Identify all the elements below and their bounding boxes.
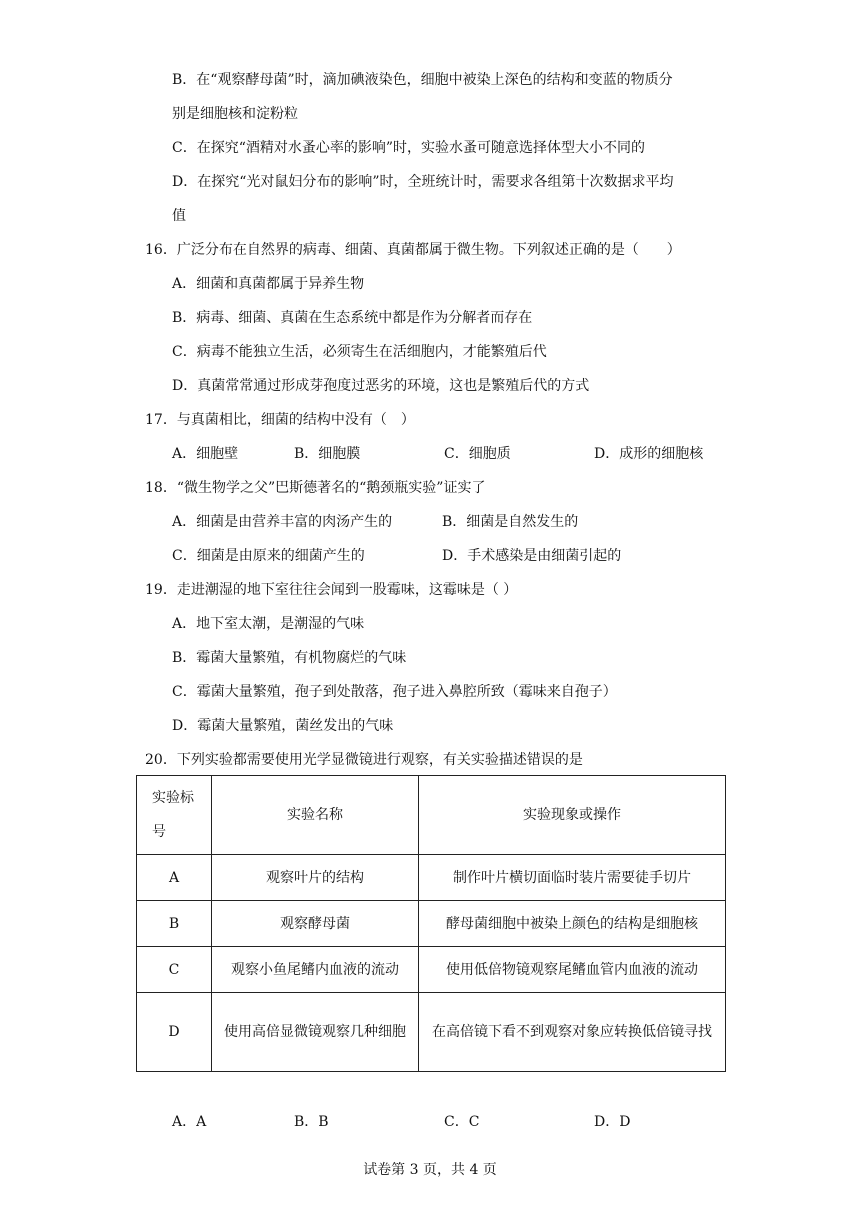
q19-option-d: D．霉菌大量繁殖，菌丝发出的气味 [172,718,394,734]
q17-stem: 17．与真菌相比，细菌的结构中没有（ ） [145,412,415,428]
q15-option-c: C．在探究“酒精对水蚤心率的影响”时，实验水蚤可随意选择体型大小不同的 [172,140,646,156]
q17-option-d: D．成形的细胞核 [594,446,704,462]
q19-option-a: A．地下室太潮，是潮湿的气味 [172,616,365,632]
q16-stem: 16．广泛分布在自然界的病毒、细菌、真菌都属于微生物。下列叙述正确的是（ ） [145,242,681,258]
cell-name: 使用高倍显微镜观察几种细胞 [212,993,419,1072]
q16-option-c: C．病毒不能独立生活，必须寄生在活细胞内，才能繁殖后代 [172,344,547,360]
q15-option-d-line1: D．在探究“光对鼠妇分布的影响”时，全班统计时，需要求各组第十次数据求平均 [172,174,674,190]
q19-option-c: C．霉菌大量繁殖，孢子到处散落，孢子进入鼻腔所致（霉味来自孢子） [172,684,617,700]
table-row [137,947,726,993]
cell-id: B [137,901,212,947]
q19-option-b: B．霉菌大量繁殖，有机物腐烂的气味 [172,650,407,666]
q18-stem: 18．“微生物学之父”巴斯德著名的“鹅颈瓶实验”证实了 [145,480,486,496]
cell-name: 观察酵母菌 [212,901,419,947]
q17-option-a: A．细胞壁 [172,446,239,462]
q20-option-c: C．C [444,1114,480,1130]
q18-option-a: A．细菌是由营养丰富的肉汤产生的 [172,514,393,530]
cell-id: A [137,855,212,901]
cell-id: C [137,947,212,993]
table-row [137,855,726,901]
table-row [137,901,726,947]
q17-option-c: C．细胞质 [444,446,511,462]
q20-option-d: D．D [594,1114,631,1130]
q18-option-b: B．细菌是自然发生的 [442,514,579,530]
q20-option-a: A．A [172,1114,207,1130]
cell-name: 观察小鱼尾鳍内血液的流动 [212,947,419,993]
q16-option-b: B．病毒、细菌、真菌在生态系统中都是作为分解者而存在 [172,310,533,326]
q15-option-d-line2: 值 [172,208,186,224]
cell-phenomenon: 制作叶片横切面临时装片需要徒手切片 [419,855,726,901]
q19-stem: 19．走进潮湿的地下室往往会闻到一股霉味，这霉味是（ ） [145,582,518,598]
header-experiment-name: 实验名称 [212,776,419,855]
q18-option-c: C．细菌是由原来的细菌产生的 [172,548,365,564]
q20-option-b: B．B [294,1114,329,1130]
q17-option-b: B．细胞膜 [294,446,361,462]
q15-option-b-line2: 别是细胞核和淀粉粒 [172,106,298,122]
q18-option-d: D．手术感染是由细菌引起的 [442,548,622,564]
q20-experiment-table [136,775,726,1072]
q16-option-d: D．真菌常常通过形成芽孢度过恶劣的环境，这也是繁殖后代的方式 [172,378,590,394]
cell-phenomenon: 在高倍镜下看不到观察对象应转换低倍镜寻找 [419,993,726,1072]
q16-option-a: A．细菌和真菌都属于异养生物 [172,276,365,292]
cell-id: D [137,993,212,1072]
cell-name: 观察叶片的结构 [212,855,419,901]
header-experiment-id: 实验标号 [137,776,212,855]
cell-phenomenon: 使用低倍物镜观察尾鳍血管内血液的流动 [419,947,726,993]
header-experiment-phenomenon: 实验现象或操作 [419,776,726,855]
q20-stem: 20．下列实验都需要使用光学显微镜进行观察，有关实验描述错误的是 [145,752,583,768]
cell-phenomenon: 酵母菌细胞中被染上颜色的结构是细胞核 [419,901,726,947]
q15-option-b-line1: B．在“观察酵母菌”时，滴加碘液染色，细胞中被染上深色的结构和变蓝的物质分 [172,72,673,88]
table-row [137,993,726,1072]
page-footer: 试卷第 3 页，共 4 页 [363,1162,497,1178]
table-header-row [137,776,726,855]
